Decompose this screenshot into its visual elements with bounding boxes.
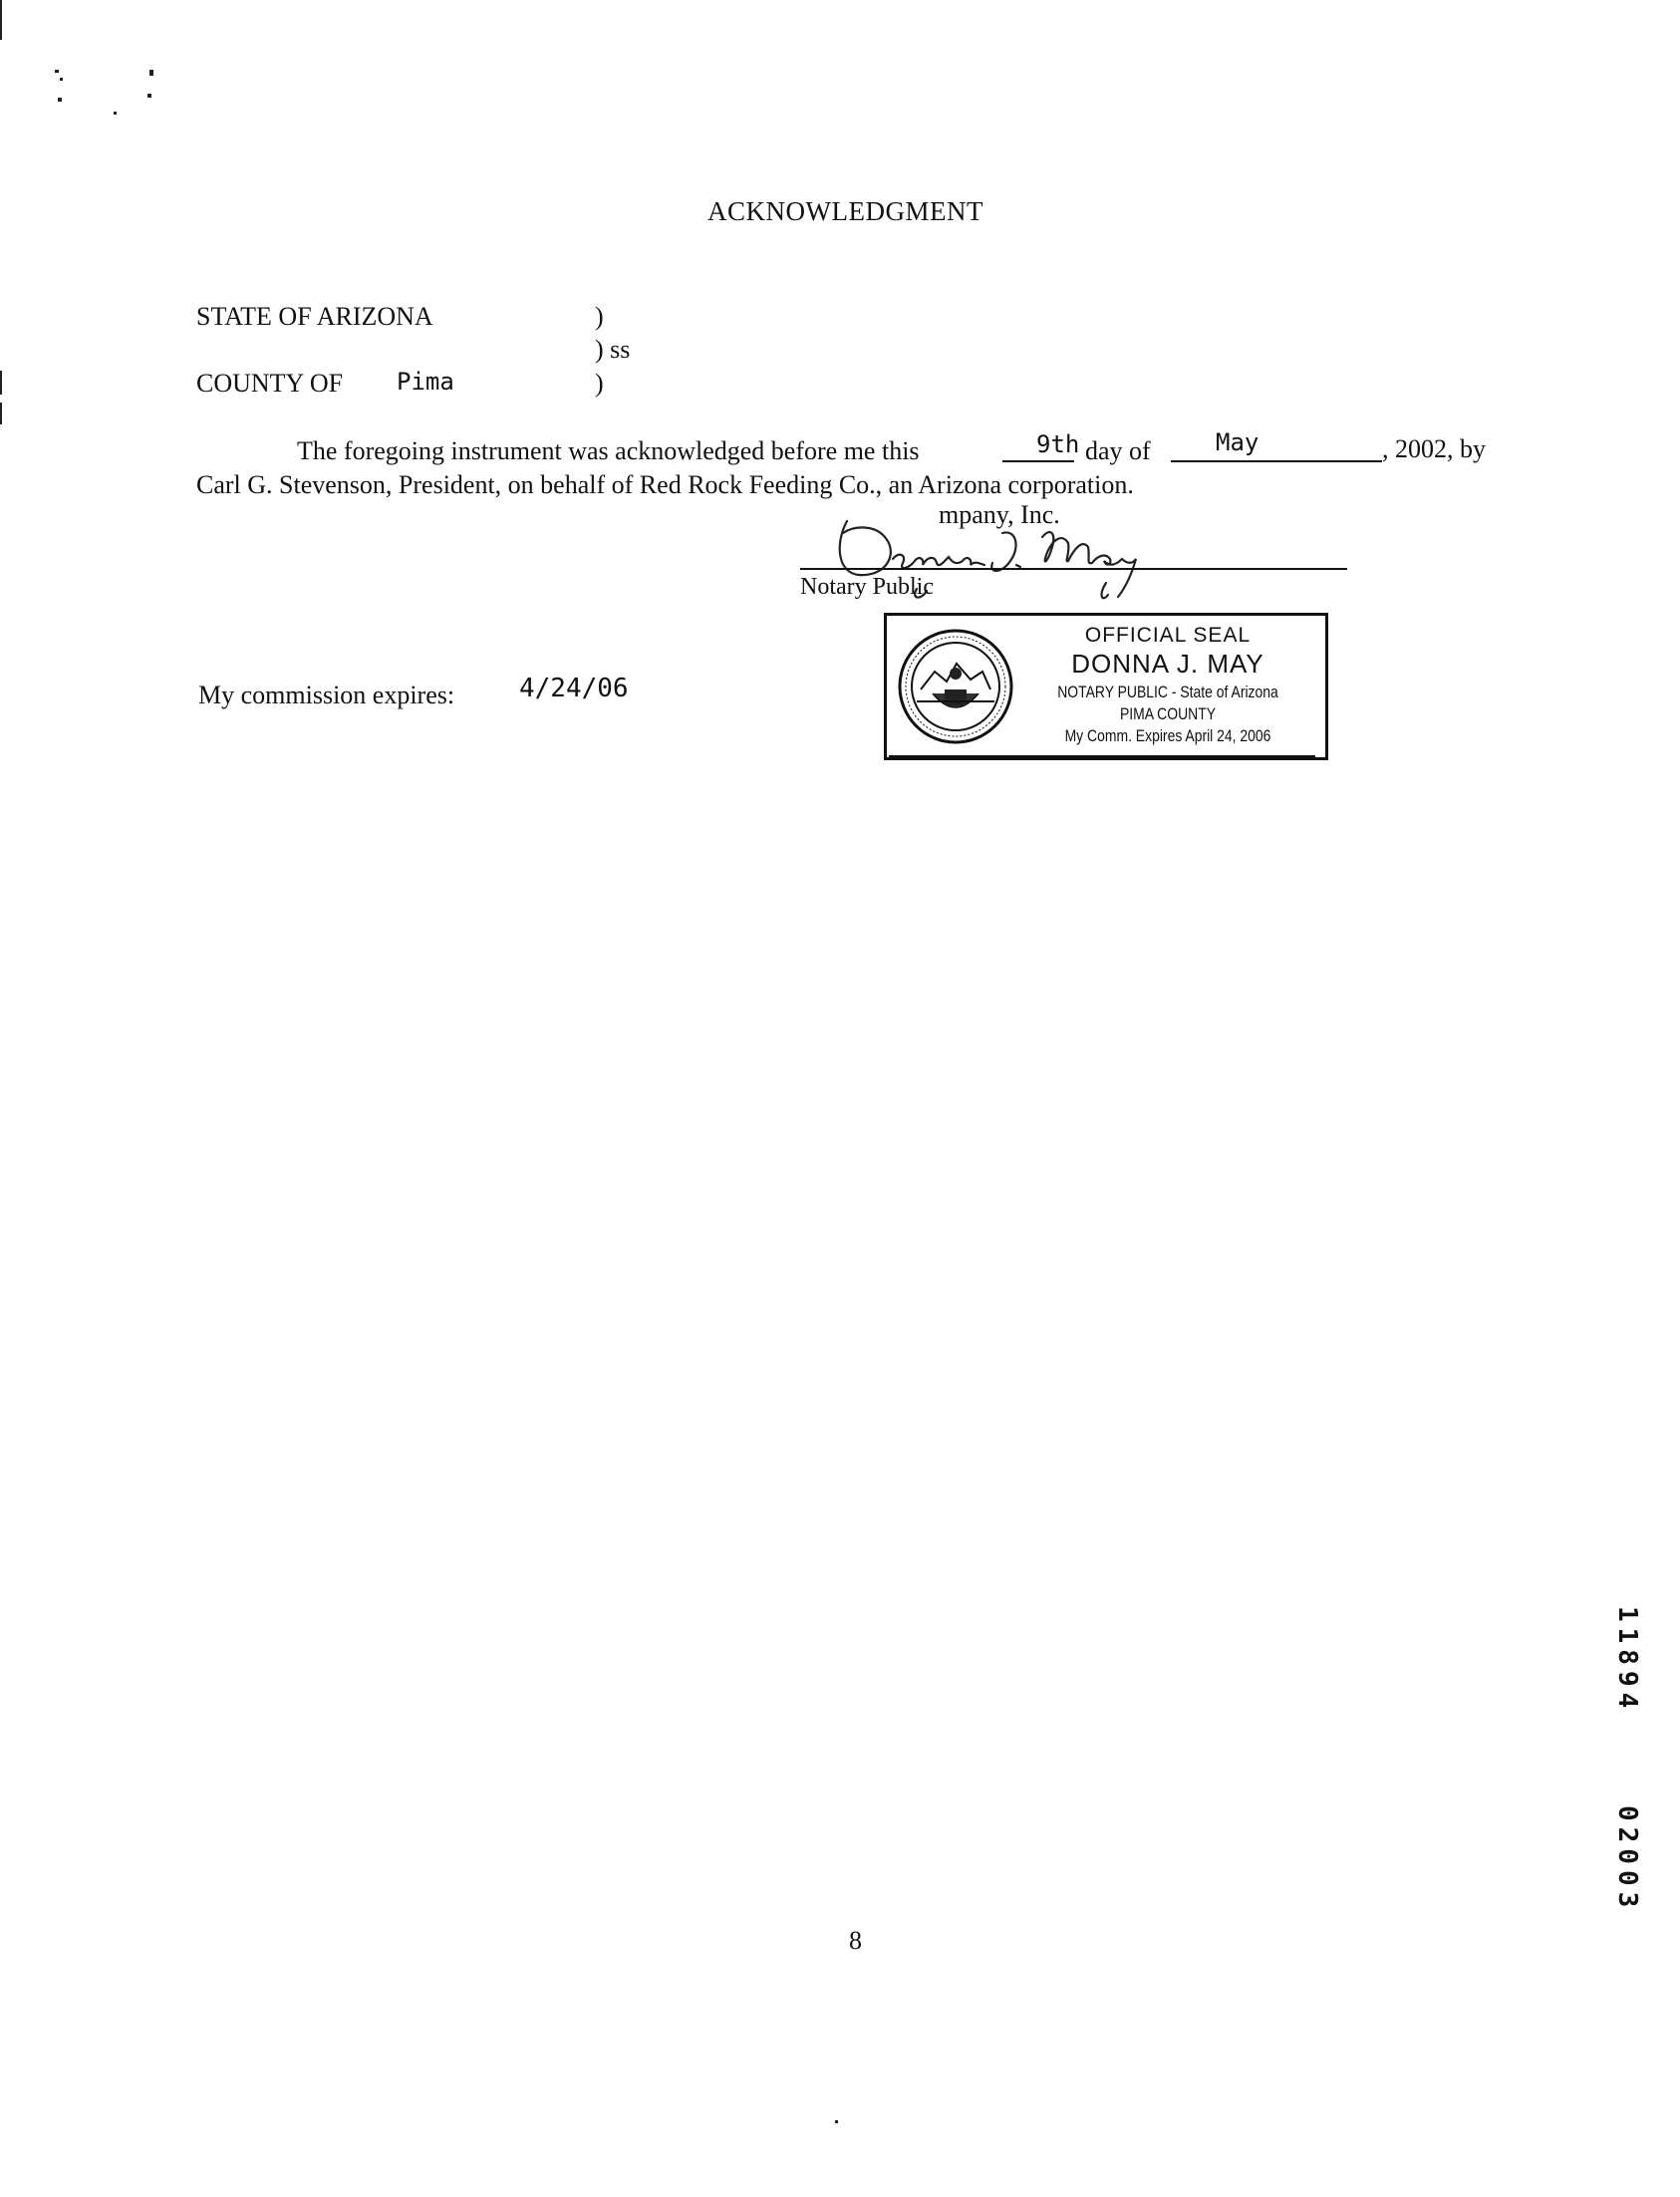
arizona-seal-emblem	[895, 628, 1016, 745]
seal-line-notary: NOTARY PUBLIC - State of Arizona	[1057, 683, 1278, 701]
venue-paren: )	[595, 302, 604, 331]
scan-speck	[114, 112, 117, 115]
overtyped-fragment: mpany, Inc.	[939, 500, 1060, 529]
scan-mark-left-edge	[0, 403, 2, 424]
scan-speck	[58, 98, 62, 102]
scan-speck	[55, 70, 59, 73]
recording-number-group2: 02003	[1612, 1805, 1642, 1914]
scan-speck	[60, 78, 63, 81]
signature-line	[800, 568, 1347, 570]
month-value: May	[1216, 428, 1260, 456]
seal-line-expiry: My Comm. Expires April 24, 2006	[1064, 726, 1271, 745]
year-text: , 2002, by	[1382, 434, 1486, 463]
county-label: COUNTY OF	[196, 369, 344, 398]
acknowledgment-text-line2: Carl G. Stevenson, President, on behalf of Red Rock Feeding Co., an Arizona corporation.	[196, 470, 1134, 499]
state-label: STATE OF ARIZONA	[196, 302, 433, 331]
day-blank	[1002, 460, 1074, 462]
scan-mark-left-edge	[0, 371, 2, 395]
recording-number-group1: 11894	[1612, 1606, 1642, 1715]
scan-speck	[835, 2120, 838, 2123]
scan-speck	[147, 94, 151, 98]
page-number: 8	[849, 1926, 862, 1955]
commission-value: 4/24/06	[519, 674, 629, 703]
scan-speck	[149, 70, 153, 76]
official-seal-stamp	[884, 613, 1328, 760]
venue-paren: )	[595, 369, 604, 398]
seal-line-official: OFFICIAL SEAL	[1084, 624, 1252, 647]
seal-line-county: PIMA COUNTY	[1119, 704, 1217, 723]
seal-underline	[889, 755, 1315, 758]
acknowledgment-text-line1: The foregoing instrument was acknowledged before me this	[297, 436, 920, 465]
month-blank	[1171, 460, 1382, 462]
commission-label: My commission expires:	[198, 681, 455, 709]
day-value: 9th	[1036, 430, 1080, 458]
scan-mark-left-edge	[0, 0, 2, 40]
venue-ss: ) ss	[595, 335, 631, 364]
notary-public-label: Notary Public	[800, 574, 934, 600]
seal-line-name: DONNA J. MAY	[1071, 649, 1264, 679]
county-value: Pima	[397, 368, 454, 396]
day-of-text: day of	[1085, 436, 1151, 465]
document-title: ACKNOWLEDGMENT	[707, 196, 983, 226]
